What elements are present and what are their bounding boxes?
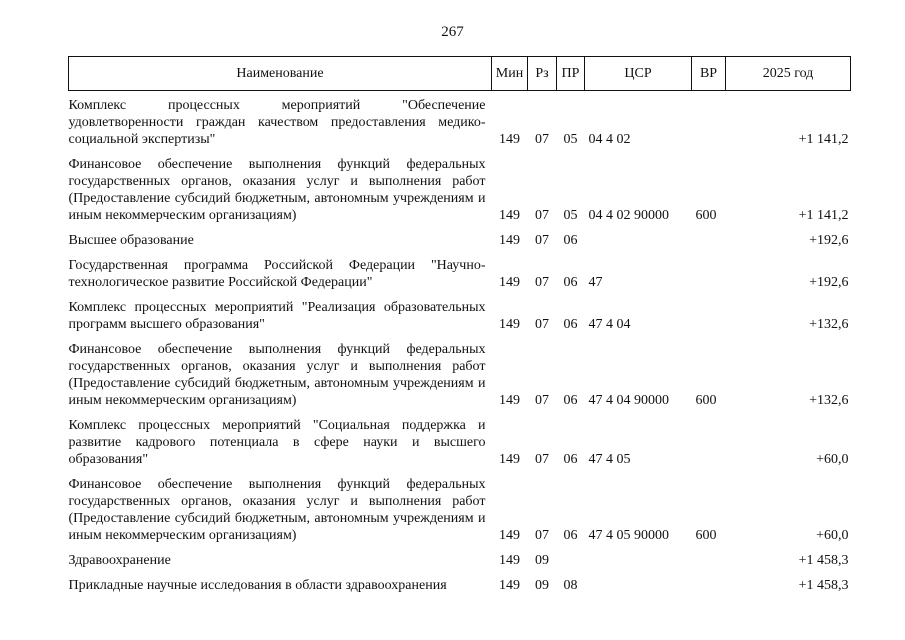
cell-min: 149 — [499, 578, 520, 593]
page-number: 267 — [441, 24, 464, 40]
table-row — [69, 411, 851, 470]
cell-csr: 47 4 04 90000 — [588, 393, 669, 408]
cell-min: 149 — [499, 317, 520, 332]
cell-rz: 07 — [535, 233, 549, 248]
cell-name: Комплекс процессных мероприятий "Обеспечение удовлетворенности граждан качеством предоставления медико-социальной экспертизы" — [68, 98, 486, 147]
header-csr: ЦСР — [585, 57, 692, 91]
cell-csr: 47 4 05 90000 — [588, 528, 669, 543]
cell-amount: +60,0 — [816, 452, 849, 467]
cell-csr — [585, 226, 692, 251]
cell-pr: 05 — [563, 132, 578, 147]
cell-amount: +132,6 — [809, 317, 849, 332]
cell-amount: +132,6 — [809, 393, 849, 408]
cell-amount: +1 458,3 — [798, 553, 849, 568]
table-row — [69, 293, 851, 335]
table-row — [69, 226, 851, 251]
cell-amount: +192,6 — [809, 233, 849, 248]
cell-min: 149 — [499, 233, 520, 248]
table-row — [69, 546, 851, 571]
header-name: Наименование — [69, 57, 492, 91]
cell-name: Финансовое обеспечение выполнения функций федеральных государственных органов, оказания услуг и выполнения работ (Предоставление субсидий бюджетным, автономным учреждениям и иным некоммерческим организациям) — [68, 477, 486, 543]
header-rz: Рз — [528, 57, 557, 91]
cell-pr: 06 — [563, 528, 578, 543]
cell-name: Прикладные научные исследования в области здравоохранения — [68, 578, 447, 593]
cell-vr — [692, 411, 726, 470]
cell-pr: 06 — [563, 393, 578, 408]
cell-name: Финансовое обеспечение выполнения функций федеральных государственных органов, оказания услуг и выполнения работ (Предоставление субсидий бюджетным, автономным учреждениям и иным некоммерческим организациям) — [68, 157, 486, 223]
table-body — [69, 91, 851, 597]
cell-rz: 07 — [535, 528, 549, 543]
cell-vr — [692, 226, 726, 251]
table-row — [69, 470, 851, 546]
cell-pr: 06 — [563, 317, 578, 332]
cell-rz: 09 — [535, 578, 549, 593]
cell-rz: 07 — [535, 132, 549, 147]
cell-csr: 04 4 02 90000 — [588, 208, 669, 223]
cell-name: Финансовое обеспечение выполнения функций федеральных государственных органов, оказания услуг и выполнения работ (Предоставление субсидий бюджетным, автономным учреждениям и иным некоммерческим организациям) — [68, 342, 486, 408]
cell-min: 149 — [499, 208, 520, 223]
cell-amount: +60,0 — [816, 528, 849, 543]
cell-min: 149 — [499, 275, 520, 290]
cell-pr: 08 — [563, 578, 578, 593]
cell-vr — [692, 91, 726, 151]
cell-min: 149 — [499, 393, 520, 408]
cell-rz: 07 — [535, 393, 549, 408]
cell-vr — [692, 293, 726, 335]
cell-vr: 600 — [695, 528, 717, 543]
cell-csr — [585, 571, 692, 596]
cell-rz: 07 — [535, 452, 549, 467]
cell-pr: 06 — [563, 233, 578, 248]
cell-amount: +192,6 — [809, 275, 849, 290]
table-header — [69, 57, 851, 91]
header-pr: ПР — [557, 57, 585, 91]
cell-name: Комплекс процессных мероприятий "Реализация образовательных программ высшего образования" — [68, 300, 486, 332]
table-row — [69, 150, 851, 226]
cell-vr — [692, 546, 726, 571]
table-row — [69, 251, 851, 293]
cell-name: Комплекс процессных мероприятий "Социальная поддержка и развитие кадрового потенциала в сфере науки и высшего образования" — [68, 418, 486, 467]
cell-rz: 07 — [535, 208, 549, 223]
cell-csr: 47 — [588, 275, 603, 290]
cell-min: 149 — [499, 528, 520, 543]
cell-vr — [692, 251, 726, 293]
cell-name: Здравоохранение — [68, 553, 171, 568]
cell-rz: 09 — [535, 553, 549, 568]
header-vr: ВР — [692, 57, 726, 91]
cell-min: 149 — [499, 452, 520, 467]
cell-pr: 06 — [563, 452, 578, 467]
cell-name: Высшее образование — [68, 233, 194, 248]
cell-pr: 06 — [563, 275, 578, 290]
cell-csr: 47 4 05 — [588, 452, 631, 467]
cell-pr — [557, 546, 585, 571]
cell-amount: +1 141,2 — [798, 208, 849, 223]
cell-pr: 05 — [563, 208, 578, 223]
table-row — [69, 91, 851, 151]
table-row — [69, 571, 851, 596]
header-min: Мин — [492, 57, 528, 91]
cell-name: Государственная программа Российской Федерации "Научно-технологическое развитие Российской Федерации" — [68, 258, 486, 290]
cell-amount: +1 141,2 — [798, 132, 849, 147]
header-year: 2025 год — [726, 57, 851, 91]
cell-vr: 600 — [695, 393, 717, 408]
cell-csr — [585, 546, 692, 571]
cell-rz: 07 — [535, 275, 549, 290]
cell-amount: +1 458,3 — [798, 578, 849, 593]
cell-vr: 600 — [695, 208, 717, 223]
budget-table — [68, 56, 851, 596]
table-row — [69, 335, 851, 411]
cell-csr: 47 4 04 — [588, 317, 631, 332]
cell-vr — [692, 571, 726, 596]
cell-rz: 07 — [535, 317, 549, 332]
cell-min: 149 — [499, 132, 520, 147]
cell-min: 149 — [499, 553, 520, 568]
cell-csr: 04 4 02 — [588, 132, 631, 147]
